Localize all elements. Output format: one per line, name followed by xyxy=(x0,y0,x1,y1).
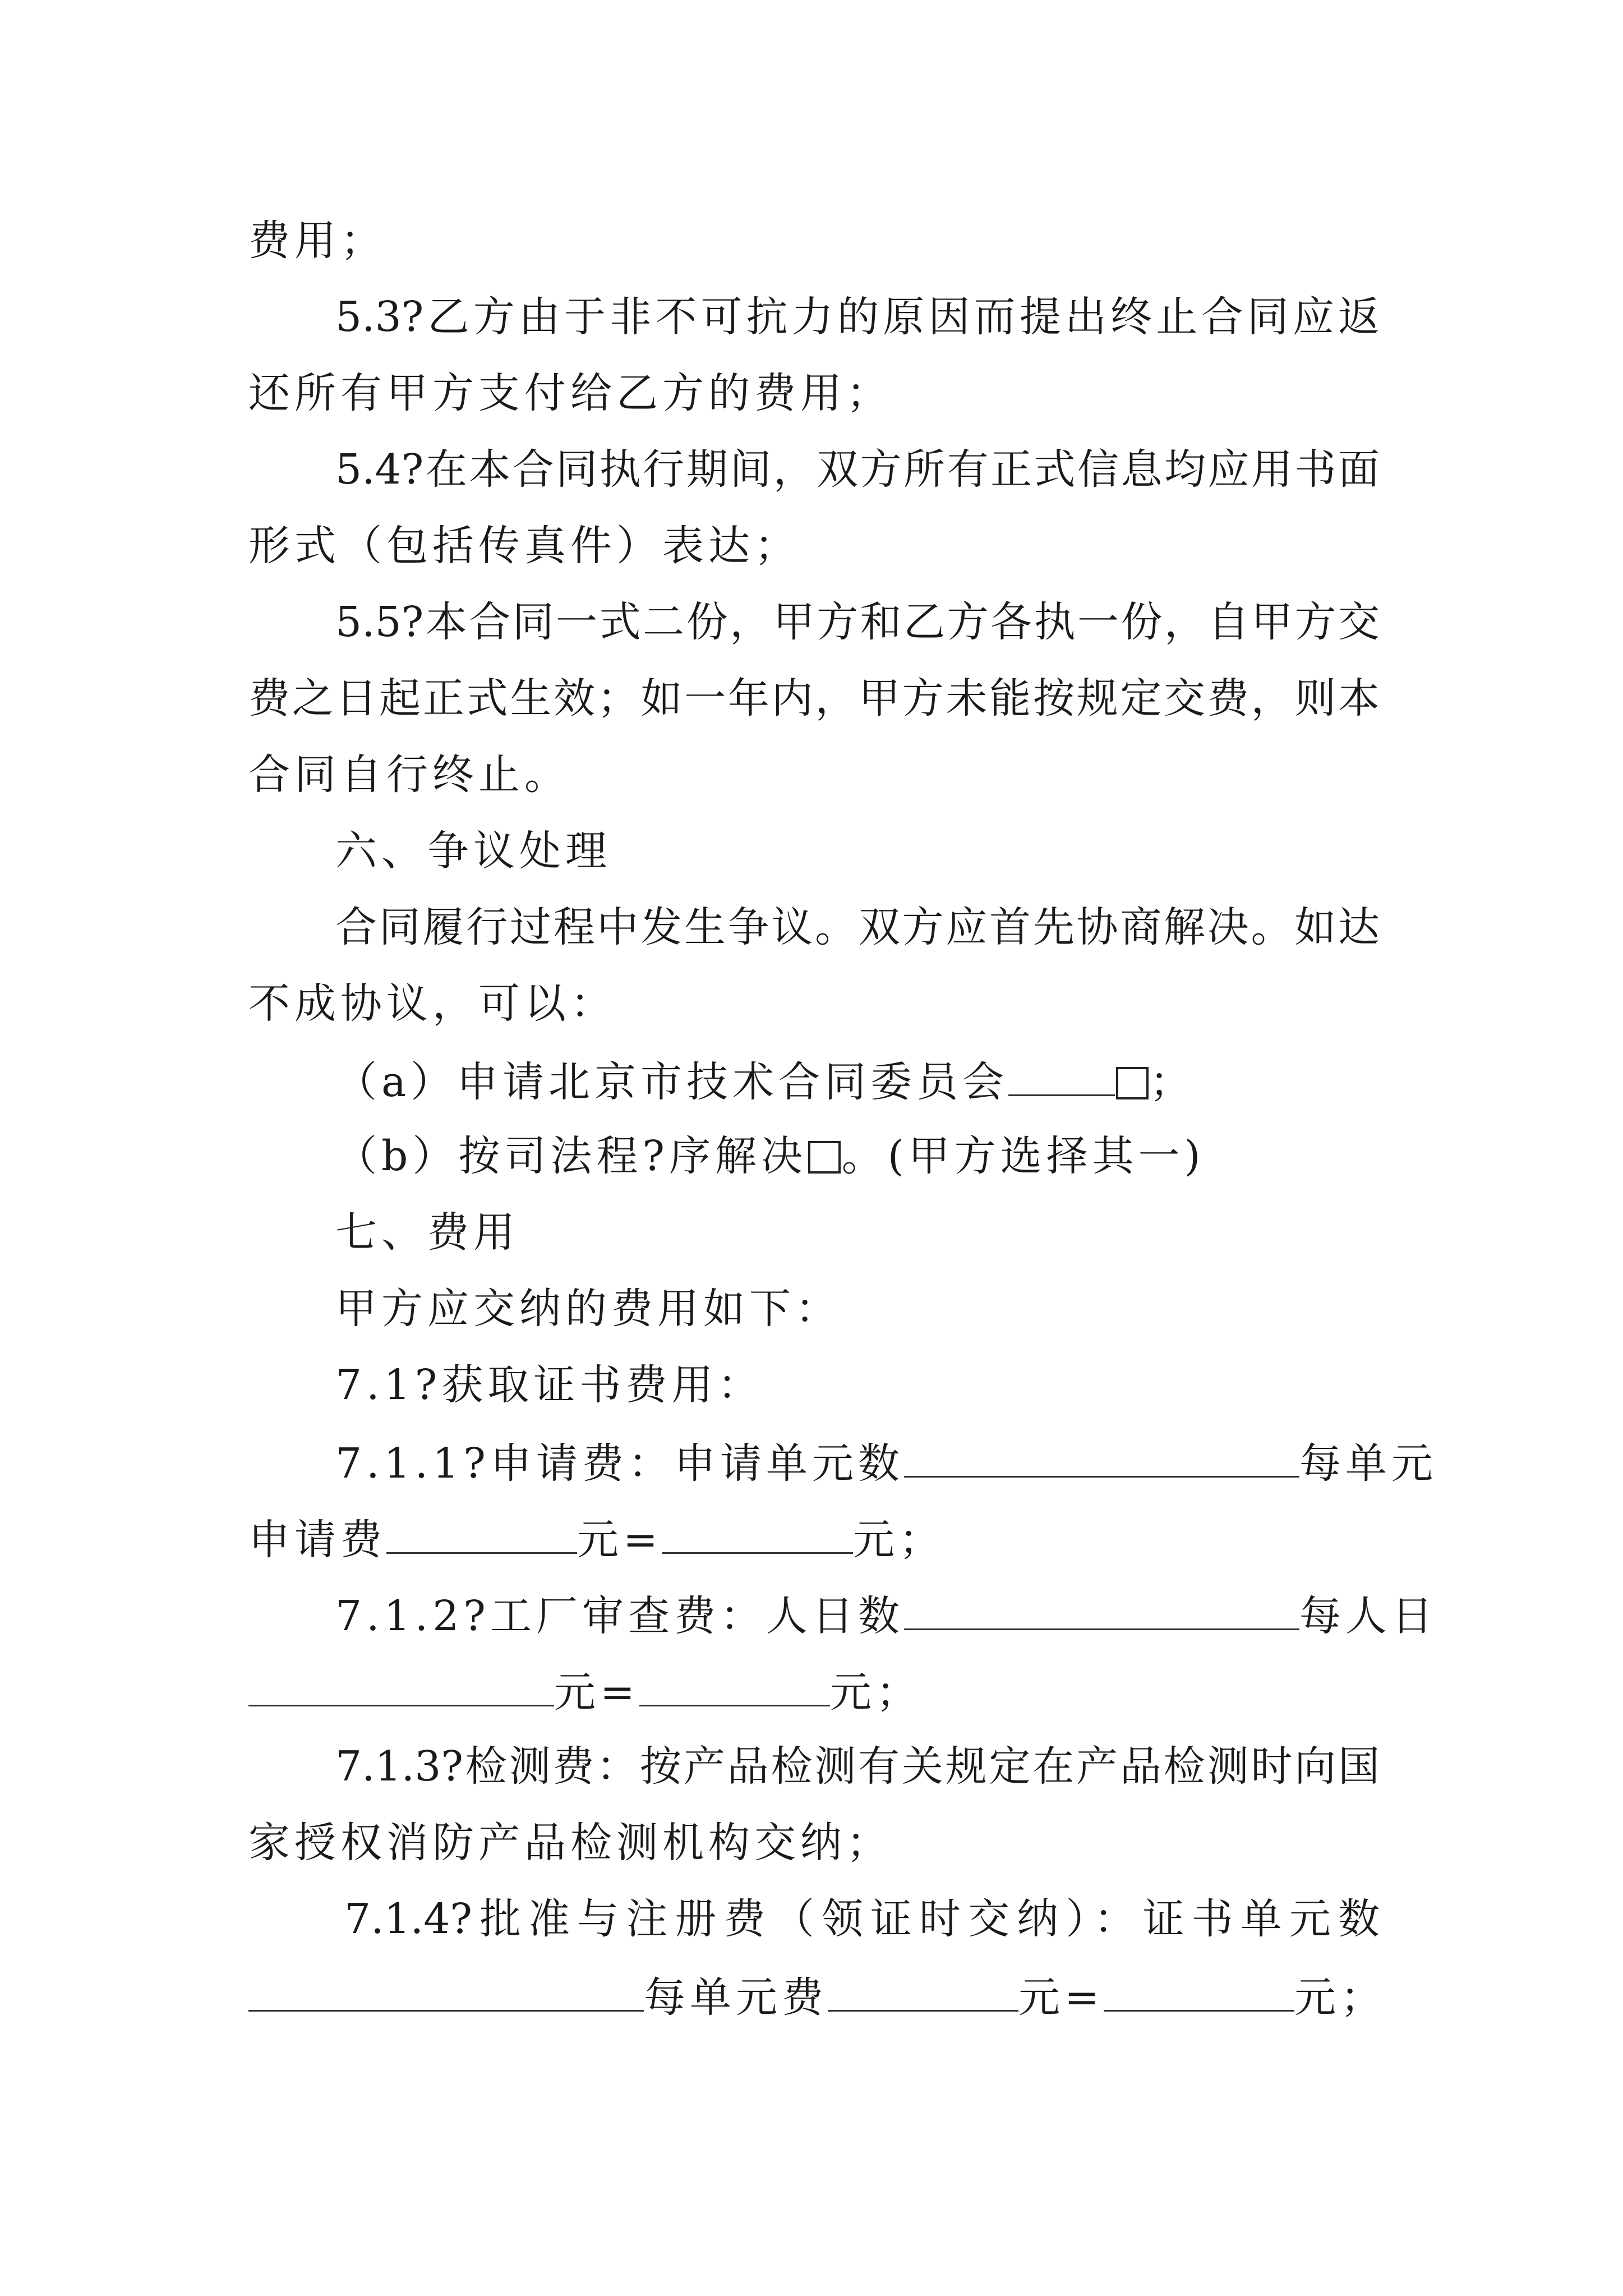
clause-5-5-line2 xyxy=(248,674,1380,723)
blank-field[interactable] xyxy=(1104,1975,1294,2012)
clause-5-4-line1 xyxy=(335,445,1380,494)
clause-5-4-line2 xyxy=(248,522,800,570)
text: 每单元 xyxy=(1299,1439,1437,1488)
text: 不成协议，可以： xyxy=(248,979,616,1028)
blank-field[interactable] xyxy=(904,1441,1299,1478)
item-7-1-2-line2 xyxy=(248,1668,923,1717)
text: 7.1?获取证书费用： xyxy=(335,1361,764,1409)
text: （a）申请北京市技术合同委员会 xyxy=(335,1057,1009,1106)
text: 还所有甲方支付给乙方的费用； xyxy=(248,369,892,417)
option-a xyxy=(335,1057,1196,1106)
text: 费用； xyxy=(248,217,386,265)
blank-field[interactable] xyxy=(828,1975,1018,2012)
text: 7.1.4?批准与注册费（领证时交纳）：证书单元数 xyxy=(344,1895,1380,1943)
text: （b）按司法程?序解决 xyxy=(335,1132,808,1180)
text: 。(甲方选择其一) xyxy=(841,1132,1205,1180)
text: 5.3?乙方由于非不可抗力的原因而提出终止合同应返 xyxy=(335,293,1380,341)
blank-field[interactable] xyxy=(1008,1059,1115,1096)
text: 形式（包括传真件）表达； xyxy=(248,522,800,570)
blank-field[interactable] xyxy=(639,1669,830,1706)
section-7-intro xyxy=(335,1285,841,1333)
item-7-1-1-line1 xyxy=(335,1439,1437,1488)
clause-5-5-line1 xyxy=(335,598,1380,646)
item-7-1-3-line2 xyxy=(248,1819,892,1867)
text: 每人日 xyxy=(1299,1591,1437,1640)
text: 7.1.1?申请费：申请单元数 xyxy=(335,1439,904,1488)
text: 合同自行终止。 xyxy=(248,751,570,799)
text: 元= xyxy=(554,1668,640,1717)
text: 甲方应交纳的费用如下： xyxy=(335,1285,841,1333)
checkbox-a[interactable] xyxy=(1116,1067,1149,1099)
blank-field[interactable] xyxy=(248,1975,644,2012)
clause-5-3-line2 xyxy=(248,369,892,417)
text: 六、争议处理 xyxy=(335,827,611,875)
text: 家授权消防产品检测机构交纳； xyxy=(248,1819,892,1867)
blank-field[interactable] xyxy=(248,1669,554,1706)
text: 元= xyxy=(577,1515,663,1564)
text: 合同履行过程中发生争议。双方应首先协商解决。如达 xyxy=(335,903,1380,951)
option-b xyxy=(335,1132,1205,1180)
item-7-1-4-line1 xyxy=(344,1895,1380,1943)
item-7-1-2-line1 xyxy=(335,1591,1437,1640)
text: 元； xyxy=(853,1515,946,1564)
blank-field[interactable] xyxy=(904,1593,1299,1630)
section-6-line2 xyxy=(248,979,616,1028)
text: 元； xyxy=(830,1668,923,1717)
blank-field[interactable] xyxy=(386,1517,577,1554)
item-7-1-3-line1 xyxy=(335,1742,1380,1791)
text: 元= xyxy=(1018,1973,1104,2022)
item-7-1-1-line2 xyxy=(248,1515,946,1564)
section-6-heading xyxy=(335,827,611,875)
text: 申请费 xyxy=(248,1515,386,1564)
text: 5.5?本合同一式二份，甲方和乙方各执一份，自甲方交 xyxy=(335,598,1380,646)
section-6-line1 xyxy=(335,903,1380,951)
text: 7.1.3?检测费：按产品检测有关规定在产品检测时向国 xyxy=(335,1742,1380,1791)
checkbox-b[interactable] xyxy=(808,1141,841,1174)
text: 元； xyxy=(1294,1973,1387,2022)
text: 每单元费 xyxy=(644,1973,828,2022)
text: 七、费用 xyxy=(335,1208,519,1257)
blank-field[interactable] xyxy=(662,1517,853,1554)
item-7-1 xyxy=(335,1361,764,1409)
clause-5-5-line3 xyxy=(248,751,570,799)
text-line xyxy=(248,217,386,265)
text: ； xyxy=(1149,1057,1196,1106)
text: 5.4?在本合同执行期间，双方所有正式信息均应用书面 xyxy=(335,445,1380,494)
item-7-1-4-line2 xyxy=(248,1973,1387,2022)
section-7-heading xyxy=(335,1208,519,1257)
text: 费之日起正式生效；如一年内，甲方未能按规定交费，则本 xyxy=(248,674,1380,723)
text: 7.1.2?工厂审查费：人日数 xyxy=(335,1591,904,1640)
clause-5-3-line1 xyxy=(335,293,1380,341)
